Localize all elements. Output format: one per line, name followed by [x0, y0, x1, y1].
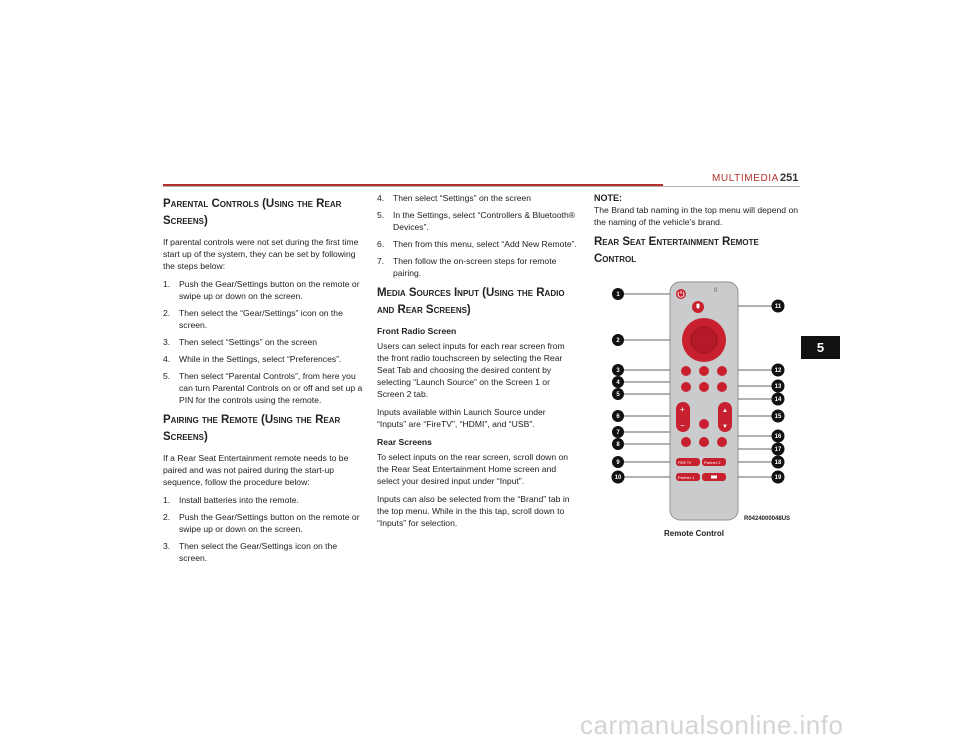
- svg-text:10: 10: [614, 475, 622, 482]
- partner-1-label: Partner 1: [678, 475, 695, 480]
- menu-button: [717, 366, 727, 376]
- paragraph-rear-2: Inputs can also be selected from the “Brand” tab in the top menu. While in the this tap, scroll down to “Inputs” for selection.: [377, 494, 570, 528]
- heading-parental-controls: Parental Controls (Using the Rear Screens): [163, 198, 342, 227]
- fast-forward-button: [717, 382, 727, 392]
- settings-button: [717, 437, 727, 447]
- figure-caption: Remote Control: [664, 529, 724, 538]
- steps-pairing-continued: [377, 192, 577, 279]
- list-item: 3. Then select “Settings” on the screen: [163, 337, 318, 347]
- svg-text:5: 5: [616, 392, 620, 399]
- list-item: 3. Then select the Gear/Settings icon on the screen.: [163, 541, 338, 563]
- zero-label: 0: [714, 288, 718, 294]
- channel-down-icon: ▼: [722, 424, 728, 430]
- column-2: [377, 192, 577, 535]
- chapter-tab: 5: [801, 336, 840, 359]
- steps-pairing: [163, 494, 363, 564]
- back-button: [681, 366, 691, 376]
- guide-button: [699, 419, 709, 429]
- volume-down-icon: −: [680, 421, 685, 430]
- svg-text:15: 15: [774, 414, 782, 421]
- list-item: 4. Then select “Settings” on the screen: [377, 193, 532, 203]
- list-item: 6. Then from this menu, select “Add New Remote”.: [377, 239, 577, 249]
- svg-text:6: 6: [616, 414, 620, 421]
- callouts-right: [772, 300, 785, 484]
- svg-text:12: 12: [774, 368, 782, 375]
- list-item: 1. Push the Gear/Settings button on the remote or swipe up or down on the screen.: [163, 279, 360, 301]
- paragraph-front-1: Users can select inputs for each rear screen from the front radio touchscreen by selecting the Rear Seat Tab and choosing the desired content by selecting “Launch Source” on the Screen 1 or Screen 2 tab.: [377, 341, 565, 399]
- small-app-label: FIRE TV: [678, 461, 692, 465]
- column-3: [594, 192, 800, 274]
- svg-text:8: 8: [616, 442, 620, 449]
- channel-up-icon: ▲: [722, 408, 728, 414]
- list-item: 2. Push the Gear/Settings button on the remote or swipe up or down on the screen.: [163, 512, 360, 534]
- paragraph-parental: If parental controls were not set during the first time start up of the system, they can be set by following the steps below:: [163, 237, 359, 271]
- paragraph-pairing: If a Rear Seat Entertainment remote needs to be paired and was not paired during the start-up sequence, follow the procedure below:: [163, 453, 349, 487]
- list-item: 4. While in the Settings, select “Preferences”.: [163, 354, 342, 364]
- partner-2-label: Partner 2: [704, 460, 721, 465]
- mute-button: [681, 437, 691, 447]
- list-item: 7. Then follow the on-screen steps for remote pairing.: [377, 256, 557, 278]
- svg-text:13: 13: [774, 384, 782, 391]
- subheading-front-radio: Front Radio Screen: [377, 326, 457, 336]
- header-rule: [163, 186, 800, 187]
- list-item: 5. Then select “Parental Controls”, from here you can turn Parental Controls on or off and set up a PIN for the controls using the remote.: [163, 371, 363, 405]
- volume-up-icon: +: [680, 405, 685, 414]
- watermark: carmanualsonline.info: [580, 710, 844, 740]
- svg-text:2: 2: [616, 338, 620, 345]
- svg-text:19: 19: [774, 475, 782, 482]
- svg-text:16: 16: [774, 434, 782, 441]
- svg-text:3: 3: [616, 368, 620, 375]
- remote-body: [670, 282, 738, 520]
- section-title: MULTIMEDIA: [712, 173, 779, 184]
- svg-text:17: 17: [774, 447, 782, 454]
- svg-text:1: 1: [616, 292, 620, 299]
- page-number: 251: [780, 172, 799, 184]
- svg-text:14: 14: [774, 397, 782, 404]
- list-item: 2. Then select the “Gear/Settings” icon on the screen.: [163, 308, 343, 330]
- paragraph-rear-1: To select inputs on the rear screen, scroll down on the Rear Seat Entertainment Home screen and select your desired input under “Input”.: [377, 452, 569, 486]
- rewind-button: [681, 382, 691, 392]
- svg-text:7: 7: [616, 430, 620, 437]
- home-button: [699, 366, 709, 376]
- svg-text:4: 4: [616, 380, 620, 387]
- subheading-rear-screens: Rear Screens: [377, 437, 432, 447]
- select-button: [691, 327, 717, 353]
- heading-pairing: Pairing the Remote (Using the Rear Screens): [163, 414, 341, 443]
- callouts-left: [612, 288, 625, 484]
- svg-text:18: 18: [774, 460, 782, 467]
- note-text: The Brand tab naming in the top menu will depend on the naming of the vehicle’s brand.: [594, 205, 798, 227]
- list-item: 5. In the Settings, select “Controllers & Bluetooth® Devices”.: [377, 210, 576, 232]
- headphones-button: [699, 437, 709, 447]
- column-1: [163, 192, 363, 570]
- note-label: NOTE:: [594, 193, 622, 203]
- svg-text:11: 11: [774, 304, 782, 311]
- figure-id: R0424000048US: [744, 516, 791, 522]
- remote-control-illustration: [610, 278, 790, 538]
- list-item: 1. Install batteries into the remote.: [163, 495, 299, 505]
- heading-remote-control: Rear Seat Entertainment Remote Control: [594, 236, 759, 265]
- microphone-icon: [697, 304, 700, 309]
- steps-parental: [163, 278, 363, 406]
- play-pause-button: [699, 382, 709, 392]
- svg-text:9: 9: [616, 460, 620, 467]
- paragraph-front-2: Inputs available within Launch Source under “Inputs” are “FireTV”, “HDMI”, and “USB”.: [377, 407, 546, 429]
- heading-media-sources: Media Sources Input (Using the Radio and Rear Screens): [377, 287, 565, 316]
- hdmi-icon: [711, 476, 717, 479]
